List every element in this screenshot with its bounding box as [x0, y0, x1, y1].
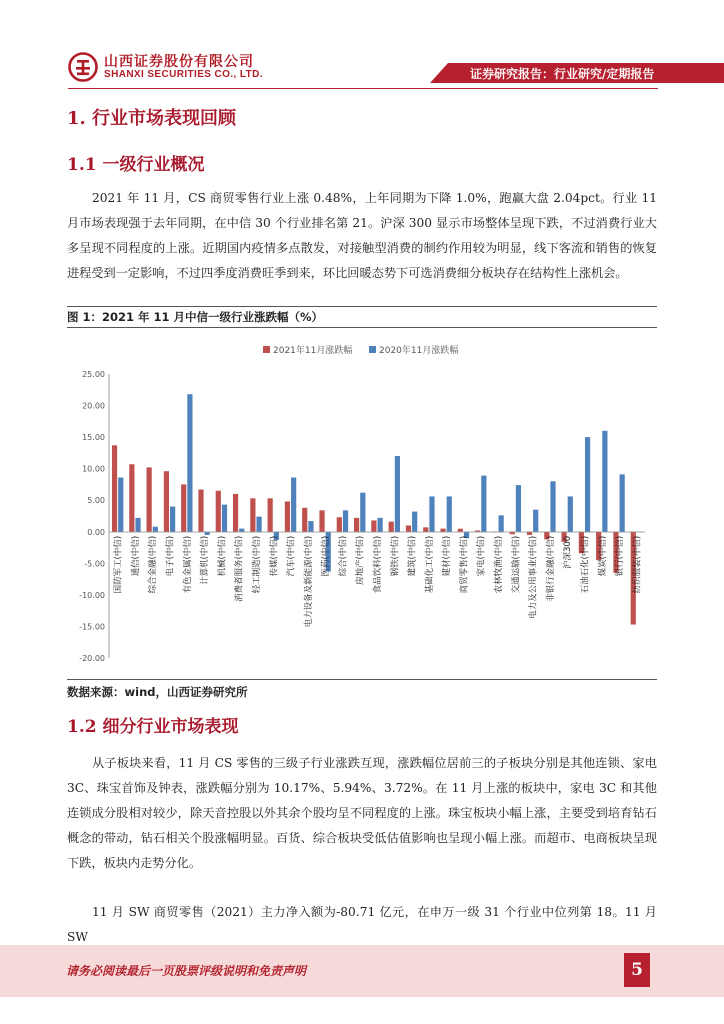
bar-2021-16: [389, 522, 394, 532]
bar-2020-15: [378, 518, 383, 532]
x-category-label: 钢铁(中信): [390, 535, 401, 577]
bar-2021-7: [233, 494, 238, 532]
data-source-note: 数据来源：wind，山西证券研究所: [67, 685, 248, 699]
x-category-label: 农林牧渔(中信): [494, 535, 505, 594]
bar-2021-0: [112, 445, 117, 531]
bar-2020-10: [291, 478, 296, 532]
bar-2020-1: [135, 518, 140, 532]
y-tick-label: 15.00: [82, 433, 105, 443]
bar-2021-14: [354, 518, 359, 532]
figure-title-rule: [67, 327, 657, 328]
x-category-label: 非银行金融(中信): [545, 535, 556, 602]
y-tick-label: -20.00: [79, 654, 105, 663]
footer-disclaimer: 请务必阅读最后一页股票评级说明和免责声明: [66, 964, 307, 978]
x-category-label: 通信(中信): [130, 535, 141, 577]
bar-2020-18: [429, 496, 434, 531]
y-tick-label: 20.00: [82, 401, 105, 411]
header-divider: [68, 88, 658, 89]
bar-2021-9: [268, 498, 273, 531]
bar-2020-14: [360, 493, 365, 532]
x-category-label: 综合金融(中信): [148, 535, 159, 594]
bar-2021-3: [164, 471, 169, 532]
legend-swatch-2021: [263, 346, 270, 353]
bar-2021-4: [181, 484, 186, 531]
x-category-label: 有色金属(中信): [182, 535, 193, 594]
bar-2020-27: [585, 437, 590, 532]
section-heading: 1. 行业市场表现回顾: [67, 108, 237, 129]
legend-label-2020: 2020年11月涨跌幅: [379, 346, 459, 356]
x-category-label: 医药(中信): [321, 535, 332, 577]
x-category-label: 沪深300: [563, 535, 574, 570]
x-category-label: 计算机(中信): [200, 535, 211, 585]
report-type-label: 证券研究报告：行业研究/定期报告: [470, 67, 655, 81]
legend-swatch-2020: [369, 346, 376, 353]
bar-2020-7: [239, 529, 244, 532]
x-category-label: 交通运输(中信): [511, 535, 522, 594]
paragraph-capital-flow: 11 月 SW 商贸零售（2021）主力净入额为-80.71 亿元，在申万一级 31 个行业中位列第 18。11 月 SW: [67, 905, 657, 944]
figure-top-rule: [67, 306, 657, 307]
bar-2021-20: [458, 529, 463, 532]
x-category-label: 煤炭(中信): [597, 535, 608, 577]
subsection-heading-2: 1.2 细分行业市场表现: [67, 717, 239, 737]
bar-2021-8: [250, 498, 255, 531]
bar-2021-10: [285, 501, 290, 531]
bar-2020-8: [256, 517, 261, 532]
bar-2020-13: [343, 510, 348, 531]
x-category-label: 基础化工(中信): [424, 535, 435, 594]
industry-returns-bar-chart: [67, 336, 657, 676]
bar-2020-29: [620, 474, 625, 531]
x-category-label: 食品饮料(中信): [373, 535, 383, 594]
bar-2020-17: [412, 512, 417, 532]
bar-2020-0: [118, 478, 123, 532]
bar-2020-11: [308, 521, 313, 532]
bar-2021-1: [129, 464, 134, 532]
x-category-label: 汽车(中信): [286, 535, 297, 577]
bar-2021-6: [216, 491, 221, 532]
figure-bottom-rule: [67, 679, 657, 680]
y-tick-label: -5.00: [84, 559, 105, 569]
legend-label-2021: 2021年11月涨跌幅: [273, 346, 353, 356]
bar-2021-12: [319, 510, 324, 531]
company-logo-icon: [68, 52, 98, 82]
x-category-label: 家电(中信): [476, 535, 487, 577]
x-category-label: 建筑(中信): [407, 535, 418, 577]
bar-2021-2: [147, 467, 152, 531]
bar-2020-3: [170, 507, 175, 532]
paragraph-industry-overview: 2021 年 11 月，CS 商贸零售行业上涨 0.48%，上年同期为下降 1.0%，跑赢大盘 2.04pct。行业 11 月市场表现强于去年同期，在中信 30 个行业排名第 21。沪深 300 显示市场整体呈现下跌，不过消费行业大多呈现不同程度的上涨。近期国内疫情多点散发，对接触型消费的制约作用较为明显，线下客流和销售的恢复进程受到一定影响，不过四季度消费旺季到来，环比回暖态势下可选消费细分板块存在结构性上涨机会。: [67, 191, 657, 280]
x-category-label: 电子(中信): [165, 535, 176, 577]
header-band-edge: [430, 63, 448, 83]
bar-2020-25: [550, 481, 555, 531]
x-category-label: 传媒(中信): [269, 535, 280, 577]
y-tick-label: 5.00: [87, 496, 105, 506]
chart-legend: [263, 344, 458, 356]
bar-2020-4: [187, 394, 192, 532]
bar-2020-19: [447, 496, 452, 531]
bar-2020-26: [568, 496, 573, 531]
subsection-heading-1: 1.1 一级行业概况: [67, 155, 205, 175]
bar-2021-19: [440, 529, 445, 532]
bar-2021-5: [198, 489, 203, 531]
x-category-label: 消费者服务(中信): [234, 535, 245, 602]
company-name-en: SHANXI SECURITIES CO., LTD.: [104, 69, 263, 80]
x-category-label: 银行(中信): [615, 535, 626, 577]
x-category-label: 纺织服装(中信): [632, 535, 643, 594]
x-category-label: 石油石化(中信): [580, 535, 591, 594]
page-number: 5: [624, 953, 650, 987]
y-tick-label: 10.00: [82, 464, 105, 474]
bar-2020-24: [533, 510, 538, 532]
y-tick-label: -15.00: [79, 622, 105, 632]
bar-2020-6: [222, 505, 227, 532]
x-category-label: 电力设备及新能源(中信): [303, 535, 314, 628]
bar-2021-18: [423, 527, 428, 531]
figure-title: 图 1：2021 年 11 月中信一级行业涨跌幅（%）: [67, 310, 324, 324]
company-name-cn: 山西证券股份有限公司: [104, 54, 254, 70]
x-category-label: 国防军工(中信): [113, 535, 124, 594]
bar-2021-15: [371, 520, 376, 531]
bar-2021-17: [406, 525, 411, 531]
bar-2021-11: [302, 508, 307, 532]
bar-2020-22: [499, 515, 504, 531]
bar-2020-16: [395, 456, 400, 532]
bar-2020-21: [481, 476, 486, 532]
y-tick-label: -10.00: [79, 590, 105, 600]
bar-2021-21: [475, 531, 480, 532]
x-category-label: 电力及公用事业(中信): [528, 535, 539, 619]
bar-2020-2: [153, 527, 158, 532]
paragraph-sub-sectors: 从子板块来看，11 月 CS 零售的三级子行业涨跌互现，涨跌幅位居前三的子板块分别是其他连锁、家电 3C、珠宝首饰及钟表，涨跌幅分别为 10.17%、5.94%、3.72%。在 11 月上涨的板块中，家电 3C 和其他连锁成分股相对较少，除天音控股以外其余个股均呈不同程度的上涨。珠宝板块小幅上涨，主要受到培育钻石概念的带动，钻石相关个股涨幅明显。百货、综合板块受低估值影响也呈现小幅上涨。而超市、电商板块呈现下跌，板块内走势分化。: [67, 756, 657, 870]
bar-2021-13: [337, 517, 342, 532]
x-category-label: 商贸零售(中信): [459, 535, 470, 594]
y-tick-label: 25.00: [82, 370, 105, 379]
x-category-label: 轻工制造(中信): [251, 535, 262, 594]
x-category-label: 建材(中信): [442, 535, 453, 577]
x-category-label: 综合(中信): [338, 535, 349, 577]
bar-2020-28: [602, 431, 607, 532]
x-category-label: 房地产(中信): [355, 535, 366, 585]
x-category-label: 机械(中信): [217, 535, 228, 577]
bar-2020-23: [516, 485, 521, 532]
y-tick-label: 0.00: [87, 527, 105, 537]
